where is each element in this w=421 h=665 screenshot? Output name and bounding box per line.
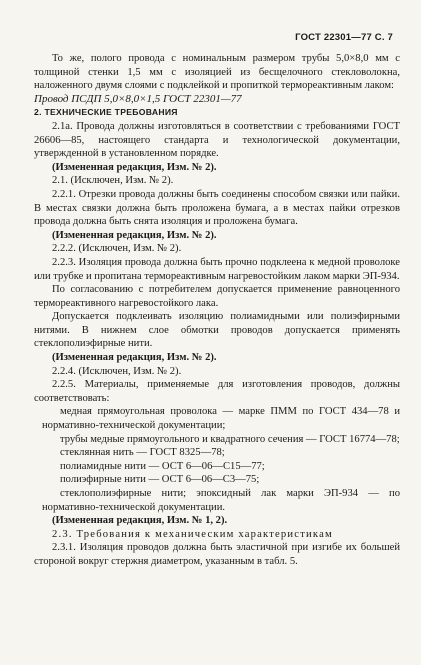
change-note: (Измененная редакция, Изм. № 1, 2). [52,515,228,527]
clause-2-2-1: 2.2.1. Отрезки провода должны быть соединены способом связки или пайки. В местах связки должна быть проложена бумага, а в местах пайки отрезков провода должна быть снята изоляция и проложена бумага. [34,188,400,228]
clause-2-3: 2.3. Требования к механическим характеристикам [52,528,333,540]
clause-2-1a: 2.1а. Провода должны изготовляться в соответствии с требованиями ГОСТ 26606—85, настоящего стандарта и технологической документации, утвержденной в установленном порядке. [34,120,400,160]
clause-2-2-3: 2.2.3. Изоляция провода должна быть прочно подклеена к медной проволоке или трубке и пропитана термореактивным нагревостойким лаком марки ЭП-934. [34,256,400,282]
material-item: полиэфирные нити — ОСТ 6—06—С3—75; [60,474,260,486]
material-item: трубы медные прямоугольного и квадратного сечения — ГОСТ 16774—78; [60,433,400,445]
designation-example: Провод ПСДП 5,0×8,0×1,5 ГОСТ 22301—77 [34,92,242,105]
clause-2-3-1: 2.3.1. Изоляция проводов должна быть эластичной при изгибе их большей стороной вокруг стержня диаметром, указанным в табл. 5. [34,542,400,567]
material-item: медная прямоугольная проволока — марке ПММ по ГОСТ 434—78 и нормативно-технической документации; [42,406,400,432]
intro-paragraph: То же, полого провода с номинальным размером трубы 5,0×8,0 мм с толщиной стенки 1,5 мм с изоляцией из бесщелочного стекловолокна, наложенного двумя слоями с подклейкой и пропиткой термореактивным лаком: [34,53,400,92]
page-header: ГОСТ 22301—77 С. 7 [295,32,393,43]
change-note: (Измененная редакция, Изм. № 2). [52,161,217,173]
page-body [34,52,400,569]
agreement-paragraph: По согласованию с потребителем допускается применение равноценного термореактивного нагревостойкого лака. [34,284,400,309]
clause-2-1: 2.1. (Исключен, Изм. № 2). [52,175,174,187]
material-item: стеклянная нить — ГОСТ 8325—78; [60,447,225,459]
section-title: 2. ТЕХНИЧЕСКИЕ ТРЕБОВАНИЯ [34,107,178,118]
change-note: (Измененная редакция, Изм. № 2). [52,229,217,241]
change-note: (Измененная редакция, Изм. № 2). [52,352,217,364]
clause-2-2-2: 2.2.2. (Исключен, Изм. № 2). [52,243,182,255]
clause-2-2-4: 2.2.4. (Исключен, Изм. № 2). [52,365,182,377]
material-item: стеклополиэфирные нити; эпоксидный лак марки ЭП-934 — по нормативно-технической документации. [42,488,400,513]
allowed-paragraph: Допускается подклеивать изоляцию полиамидными или полиэфирными нитями. В нижнем слое обмотки проводов допускается применять стеклополиэфирные нити. [34,311,400,350]
material-item: полиамидные нити — ОСТ 6—06—С15—77; [60,460,265,472]
clause-2-2-5: 2.2.5. Материалы, применяемые для изготовления проводов, должны соответствовать: [34,379,400,404]
